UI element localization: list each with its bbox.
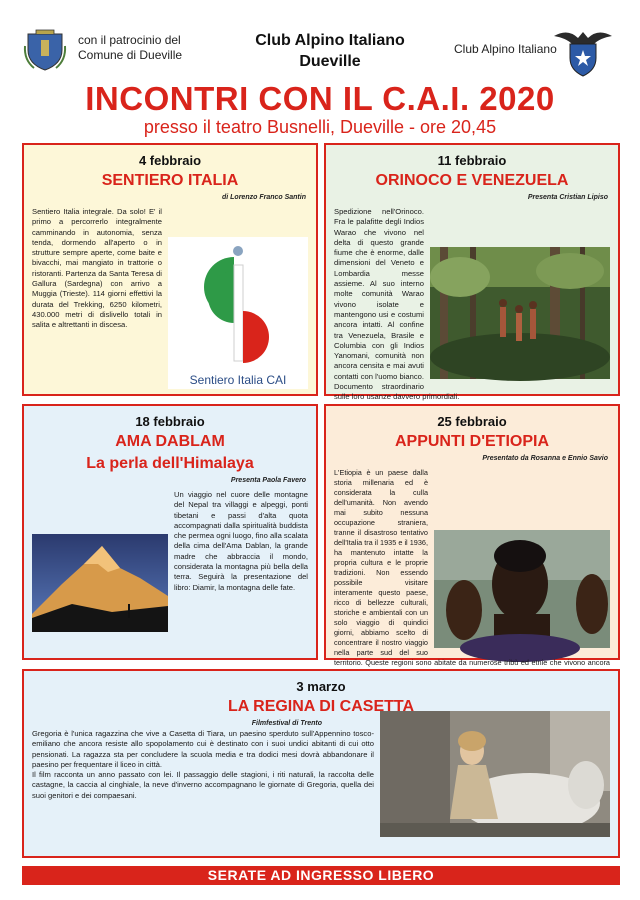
event-presenter: Presenta Cristian Lipiso [527,194,608,201]
event-body-paragraph-1: Gregoria è l'unica ragazzina che vive a Casetta di Tiara, un paesino sperduto sull'Appennino tosco-emiliano che ancora resiste allo spopolamento cui è destinato con i suoi undici abitanti di cui otto pensionati. La ragazza sta per concludere la scuola media e tra dodici mesi dovrà abbandonare il paesino per frequentare il liceo in città. [32,729,374,769]
event-body-text: Un viaggio nel cuore delle montagne del Nepal tra villaggi e alpeggi, ponti tibetani e passi d'alta quota accompagnati dalla spiritualità buddista che permea ogni luogo, fino alla scalata della cima dell'Ama Dablan, la grande madre che abbraccia il mondo, considerata la montagna più bella della terra. Seguirà la presentazione del libro: Diamir, la montagna delle fate. [174,490,308,592]
event-date: 18 febbraio [135,414,205,429]
patronage-text [78,33,182,63]
event-title: AMA DABLAM [115,433,225,450]
event-panel-regina-casetta [22,669,620,858]
event-description [334,468,610,698]
club-line-2: Dueville [299,53,361,70]
event-title: SENTIERO ITALIA [101,172,239,189]
sentiero-italia-logo-icon [168,237,308,365]
event-presenter: Filmfestival di Trento [251,720,322,727]
event-date: 25 febbraio [437,414,507,429]
event-panel-etiopia [324,404,620,667]
event-title: APPUNTI D'ETIOPIA [394,433,550,450]
mountain-photo [32,534,168,632]
event-presenter: di Lorenzo Franco Santin [221,194,306,201]
event-panel-orinoco [324,143,620,402]
event-panel-sentiero-italia [22,143,318,396]
event-subtitle: La perla dell'Himalaya [86,455,254,472]
subtitle: presso il teatro Busnelli, Dueville - ore 20,45 [143,117,497,137]
event-title: LA REGINA DI CASETTA [227,698,415,715]
jungle-photo-image [430,247,610,379]
event-body-text: Sentiero Italia integrale. Da solo! E' il primo a percorrerlo integralmente camminando in autonomia, senza tenda, dormendo all'aperto o in strutture sempre aperte, come baite e bivacchi, mai mangiato in trattorie o ristoranti. Partenza da Santa Teresa di Gallura (Sardegna) con arrivo a Muggia (Trieste). 114 giorni effettivi la durata del Trekking, 6250 kilometri, 430.000 metri di dislivello totali in salita e altrettanti in discesa. [32,207,162,330]
ethiopia-portrait-photo [434,530,610,648]
ethiopia-portrait-image [434,530,610,648]
event-description [32,207,308,387]
main-title: INCONTRI CON IL C.A.I. 2020 [85,80,555,117]
club-name [240,30,420,72]
patron-line-2: Comune di Dueville [78,48,183,62]
event-date: 4 febbraio [138,153,202,168]
event-description [32,490,308,593]
mountain-photo-image [32,534,168,632]
event-description [334,207,610,403]
girl-and-donkey-image [380,711,610,837]
logo-caption: Sentiero Italia CAI [189,372,287,387]
sentiero-italia-logo [168,237,308,389]
header [0,0,640,140]
municipal-crest-icon [22,26,68,72]
event-date: 11 febbraio [437,153,507,168]
event-body-text: Spedizione nell'Orinoco. Fra le palafitte degli Indios Warao che vivono nel delta di questo grande fiume che è enorme, dalle dimensioni del Veneto e Lombardia messe assieme. Al suo interno molte comunità Warao vivono isolate e mantengono usi e costumi ancora intatti. Al confine tra Venezuela, Brasile e Columbia con gli Indios Yanomani, comunità non ancora censita e mai avuti contatti con l'uomo bianco. Documento straordinario sulle loro usanze davvero primordiali. [334,207,460,402]
event-body-text: L'Etiopia è un paese dalla storia millenaria ed è considerata la culla dell'umanità. Non avendo mai subito nessuna occupazione straniera, tranne il disastroso tentativo dell'Italia tra il 1935 e il 1936, ha mantenuto intatte la propria cultura e le proprie tradizioni. Non essendo possibile visitare interamente questo paese, ricco di bellezze culturali, storiche e ambientali con un solo viaggio di quindici giorni, abbiamo scelto di concentrare il nostro viaggio nella parte sud del suo territorio. Queste regioni sono abitate da numerose tribù ed etnie che vivono ancora [334,468,610,667]
free-entry-banner: SERATE AD INGRESSO LIBERO [22,866,620,885]
event-presenter: Presenta Paola Favero [230,477,306,484]
cai-eagle-logo-icon [552,22,614,78]
club-line-1: Club Alpino Italiano [255,32,405,49]
event-date: 3 marzo [296,679,346,694]
event-presenter: Presentato da Rosanna e Ennio Savio [482,455,608,462]
event-description [32,729,610,801]
patron-line-1: con il patrocinio del [78,33,181,47]
event-body-paragraph-2: Il film racconta un anno passato con lei. Il passaggio delle stagioni, i riti naturali, la raccolta delle castagne, la caccia al cinghiale, la neve d'inverno accompagnano le giornate di Gregoria, quella dei suoi genitori e dei compaesani. [32,770,374,800]
jungle-photo [430,247,610,379]
girl-and-donkey-photo [380,711,610,837]
event-title: ORINOCO E VENEZUELA [375,172,569,189]
event-panel-ama-dablam [22,404,318,660]
club-right-label: Club Alpino Italiano [454,42,557,56]
